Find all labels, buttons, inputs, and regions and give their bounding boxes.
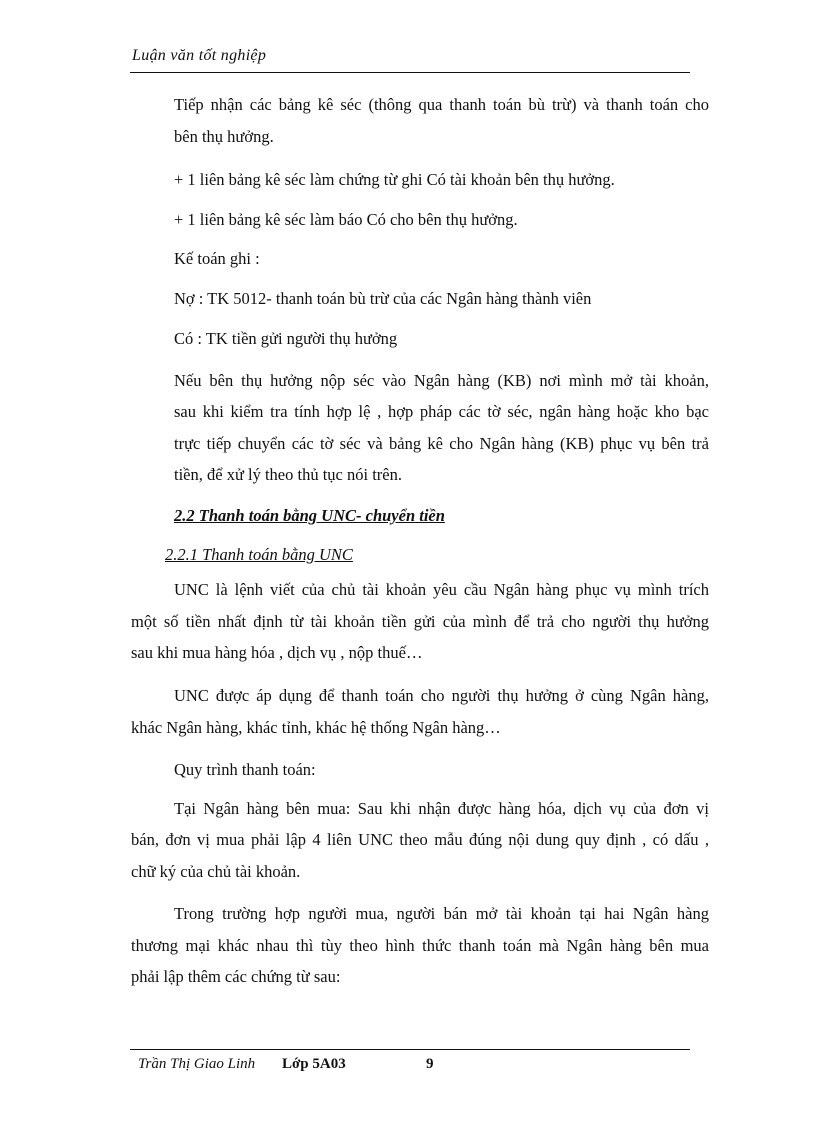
footer-rule xyxy=(130,1049,690,1050)
body-line-21: Trong trường hợp người mua, người bán mở tài khoản tại hai Ngân hàng xyxy=(174,904,709,923)
body-line-22: thương mại khác nhau thì tùy theo hình thức thanh toán mà Ngân hàng bên mua xyxy=(131,936,709,955)
body-line-20: chữ ký của chủ tài khoản. xyxy=(131,862,301,881)
body-line-19: bán, đơn vị mua phải lập 4 liên UNC theo mẫu đúng nội dung quy định , có dấu , xyxy=(131,830,709,849)
body-line-2: bên thụ hưởng. xyxy=(174,127,274,146)
body-line-23: phải lập thêm các chứng từ sau: xyxy=(131,967,341,986)
page-header-title: Luận văn tốt nghiệp xyxy=(132,47,267,64)
body-line-13: một số tiền nhất định từ tài khoản tiền gửi của mình để trả cho người thụ hưởng xyxy=(131,612,709,631)
header-rule xyxy=(130,72,690,73)
footer-class: Lớp 5A03 xyxy=(282,1056,346,1072)
body-line-10: trực tiếp chuyển các tờ séc và bảng kê cho Ngân hàng (KB) phục vụ bên trả xyxy=(174,434,709,453)
body-line-16: khác Ngân hàng, khác tỉnh, khác hệ thống Ngân hàng… xyxy=(131,718,501,737)
subsection-heading: 2.2.1 Thanh toán bằng UNC xyxy=(165,545,353,564)
body-line-9: sau khi kiểm tra tính hợp lệ , hợp pháp các tờ séc, ngân hàng hoặc kho bạc xyxy=(174,402,709,421)
body-line-4: + 1 liên bảng kê séc làm báo Có cho bên thụ hưởng. xyxy=(174,210,518,229)
body-line-8: Nếu bên thụ hưởng nộp séc vào Ngân hàng (KB) nơi mình mở tài khoản, xyxy=(174,371,709,390)
body-line-18: Tại Ngân hàng bên mua: Sau khi nhận được hàng hóa, dịch vụ của đơn vị xyxy=(174,799,709,818)
body-line-1: Tiếp nhận các bảng kê séc (thông qua thanh toán bù trừ) và thanh toán cho xyxy=(174,95,709,114)
body-line-15: UNC được áp dụng để thanh toán cho người thụ hưởng ở cùng Ngân hàng, xyxy=(174,686,709,705)
body-line-6: Nợ : TK 5012- thanh toán bù trừ của các Ngân hàng thành viên xyxy=(174,289,592,308)
body-line-7: Có : TK tiền gửi người thụ hưởng xyxy=(174,329,398,348)
body-line-12: UNC là lệnh viết của chủ tài khoản yêu cầu Ngân hàng phục vụ mình trích xyxy=(174,580,709,599)
footer-author: Trần Thị Giao Linh xyxy=(138,1056,256,1072)
body-line-17: Quy trình thanh toán: xyxy=(174,760,316,779)
body-line-11: tiền, để xử lý theo thủ tục nói trên. xyxy=(174,465,402,484)
footer-page-number: 9 xyxy=(426,1056,434,1072)
body-line-5: Kế toán ghi : xyxy=(174,249,260,268)
body-line-14: sau khi mua hàng hóa , dịch vụ , nộp thuế… xyxy=(131,643,423,662)
section-heading: 2.2 Thanh toán bằng UNC- chuyển tiền xyxy=(174,506,445,525)
body-line-3: + 1 liên bảng kê séc làm chứng từ ghi Có tài khoản bên thụ hưởng. xyxy=(174,170,615,189)
